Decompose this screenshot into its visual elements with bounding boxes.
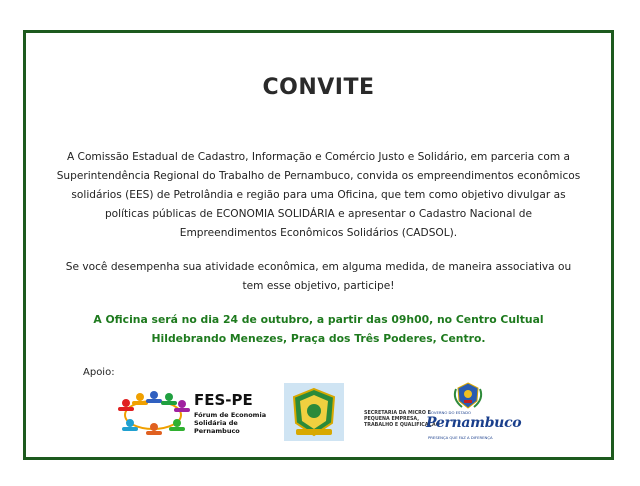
call-to-action-paragraph: Se você desempenha sua atividade econômica, em alguma medida, de maneira associativa ou tem esse objetivo, participe! xyxy=(65,261,572,292)
fes-pe-people-icon xyxy=(114,387,192,437)
pernambuco-logo xyxy=(426,381,522,443)
apoio-label: Apoio: xyxy=(83,367,115,378)
fes-pe-logo xyxy=(114,387,272,437)
sponsor-logos xyxy=(26,381,611,441)
pernambuco-top-text: GOVERNO DO ESTADO xyxy=(428,410,471,415)
fes-pe-name: FES-PE xyxy=(194,391,253,409)
secretaria-text: SECRETARIA DA MICRO E PEQUENA EMPRESA, TRABALHO E QUALIFICAÇÃO xyxy=(364,411,440,428)
intro-paragraph: A Comissão Estadual de Cadastro, Informação e Comércio Justo e Solidário, em parceria com a Superintendência Regional do Trabalho de Pernambuco, convida os empreendimentos econômicos solidários (EES) de Petrolândia e região para uma Oficina, que tem como objetivo divulgar as políticas públicas de ECONOMIA SOLIDÁRIA e apresentar o Cadastro Nacional de Empreendimentos Econômicos Solidários (CADSOL). xyxy=(56,151,581,239)
emblem-icon xyxy=(284,383,344,441)
emblem-logo xyxy=(284,383,344,441)
event-details-paragraph: A Oficina será no dia 24 de outubro, a partir das 09h00, no Centro Cultual Hildebrando Menezes, Praça dos Três Poderes, Centro. xyxy=(93,313,544,345)
pernambuco-slogan: PRESENÇA QUE FAZ A DIFERENÇA xyxy=(428,435,493,440)
invitation-title: CONVITE xyxy=(262,75,375,100)
fes-pe-subtitle: Fórum de Economia Solidária de Pernambuco xyxy=(194,411,267,435)
pernambuco-name: Pernambuco xyxy=(426,415,522,431)
pernambuco-coat-of-arms-icon xyxy=(448,381,488,411)
invitation-frame xyxy=(23,30,614,460)
